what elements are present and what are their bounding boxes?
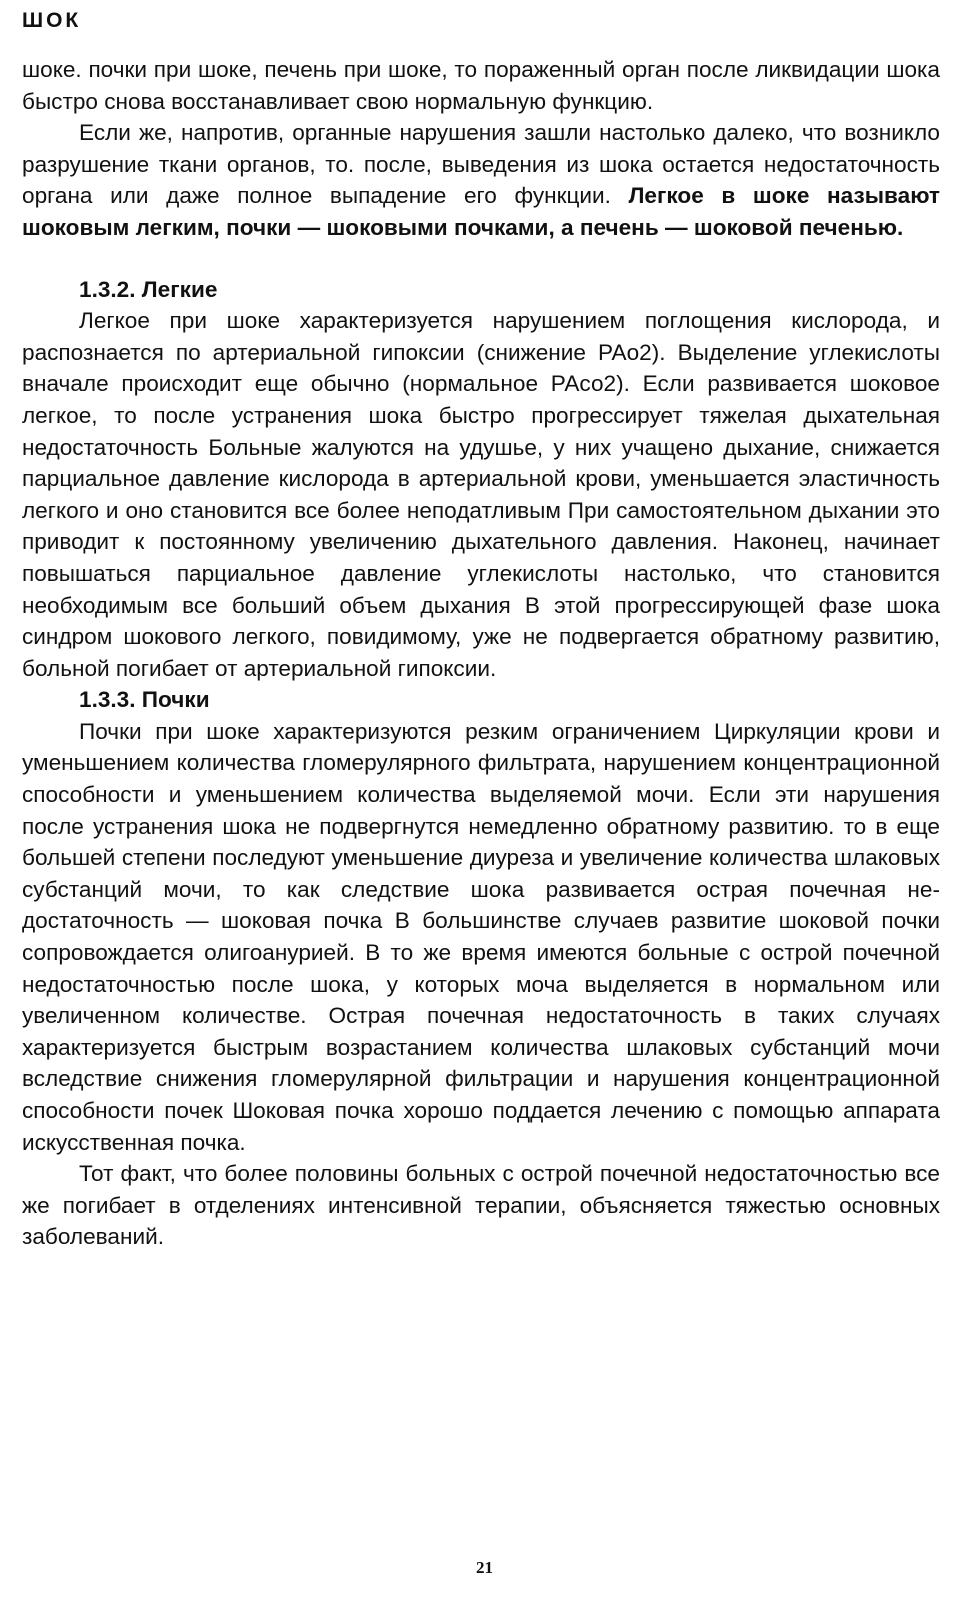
body-text xyxy=(22,54,940,1253)
section-heading-kidneys: 1.3.3. Почки xyxy=(79,687,210,713)
running-head: ШОК xyxy=(22,9,82,32)
paragraph-kidneys: Почки при шоке характеризуются резким ограничением Циркуляции крови и уменьшением количества гломерулярного фильтрата, нарушением концентрационной способности и уменьшением количества выделяемой мочи. Если эти нарушения после устранения шока не подвергнутся немедленно обратному развитию. то в еще большей степени последуют уменьшение диуреза и увеличение количества шлаковых субстанций мочи, то как следствие шока развивается острая почечная недостаточность — шоковая почка В большинстве случаев развитие шоковой почки сопровождается олигоанурией. В то же время имеются больные с острой почечной недостаточностью после шока, у которых моча выделяется в нормальном или увеличенном количестве. Острая почечная недостаточность в таких случаях характеризуется быстрым возрастанием количества шлаковых субстанций мочи вследствие снижения гломерулярной фильтрации и нарушения концентрационной способности почек Шоковая почка хорошо поддается лечению с помощью аппарата искусственная почка. xyxy=(22,718,940,1155)
paragraph-mortality: Тот факт, что более половины больных с острой почечной недостаточностью все же погибает в отделениях интенсивной терапии, объясняется тяжестью основных заболеваний. xyxy=(22,1161,940,1250)
paragraph-organ-failure-text: Если же, напротив, органные нарушения зашли настолько далеко, что возникло разрушение ткани органов, то. после, выведения из шока остается недостаточность органа или даже полное выпадение его функции. xyxy=(22,120,940,209)
paragraph-organ-failure xyxy=(22,117,940,243)
section-heading-lungs: 1.3.2. Легкие xyxy=(79,276,218,302)
paragraph-lungs: Легкое при шоке характеризуется нарушением поглощения кислорода, и распознается по артериальной гипоксии (снижение РАо2). Выделение углекислоты вначале происходит еще обычно (нормальное РАсо2). Если развивается шоковое легкое, то после устранения шока быстро прогрессирует тяжелая дыхательная недостаточность Больные жалуются на удушье, у них учащено дыхание, снижается парциальное давление кислорода в артериальной крови, уменьшается эластичность легкого и оно становится все более неподатливым При самостоятельном дыхании это приводит к постоянному увеличению дыхательного давления. Наконец, начинает повышаться парциальное давление углекислоты настолько, что становится необходимым все больший объем дыхания В этой прогрессирующей фазе шока синдром шокового легкого, повидимому, уже не подвергается обратному развитию, больной погибает от артериальной гипоксии. xyxy=(22,308,940,681)
paragraph-organ-failure-emphasis: Легкое в шоке называют шоковым легким, почки — шоковыми почками, а печень — шоковой печенью. xyxy=(22,183,940,240)
page-number: 21 xyxy=(476,1558,493,1577)
paragraph-continuation: шоке. почки при шоке, печень при шоке, то пораженный орган после ликвидации шока быстро снова восстанавливает свою нормальную функцию. xyxy=(22,57,940,114)
